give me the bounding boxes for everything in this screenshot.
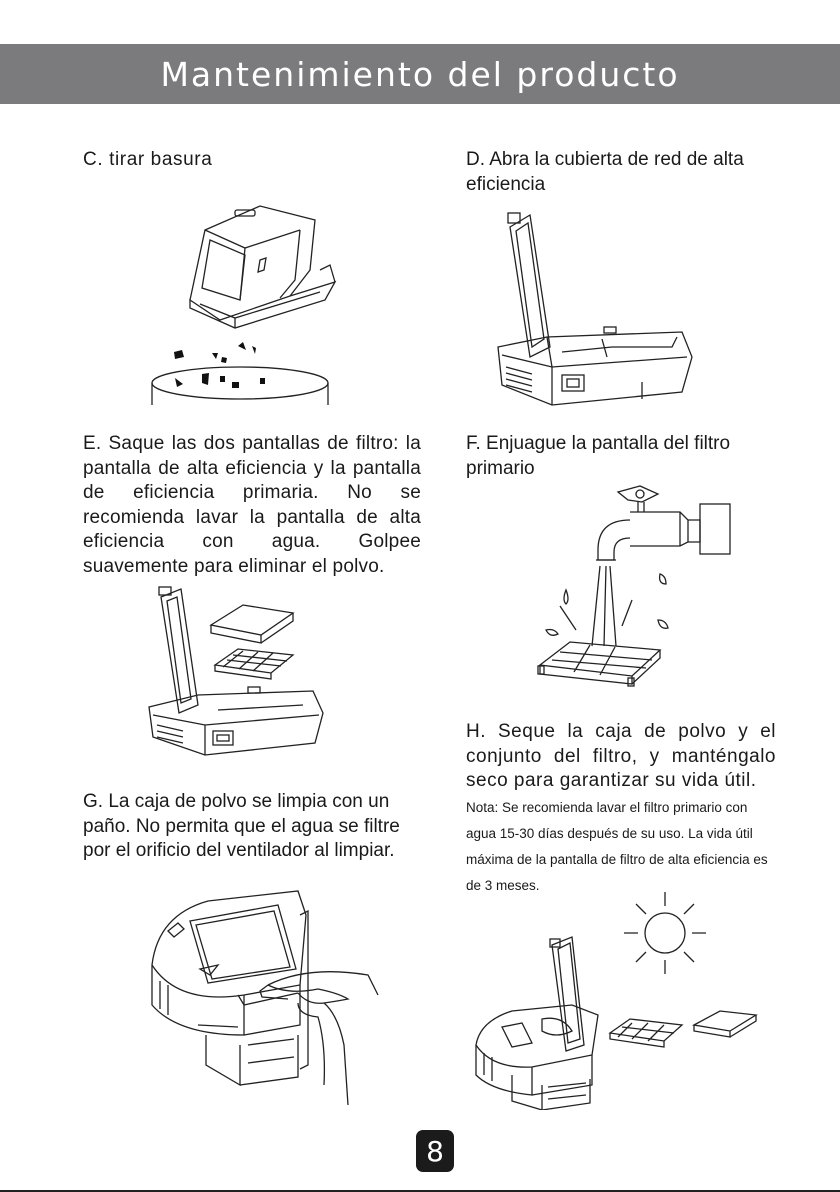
- page-number-badge: 8: [416, 1130, 454, 1172]
- section-e-text: E. Saque las dos pantallas de filtro: la pantalla de alta eficiencia y la pantalla de eficiencia primaria. No se recomienda lavar la pantalla de alta eficiencia con agua. Golpee suavemente para eliminar el polvo.: [83, 433, 421, 577]
- section-c-text: C. tirar basura: [83, 149, 213, 170]
- section-d-text: D. Abra la cubierta de red de alta eficiencia: [466, 149, 744, 195]
- dried-dust-box-illustration: [472, 935, 762, 1110]
- remove-filters-illustration: [143, 585, 333, 760]
- wipe-dust-box-illustration: [148, 885, 383, 1105]
- section-h-text: H. Seque la caja de polvo y el conjunto del filtro, y manténgalo seco para garantizar su vida útil.: [466, 721, 776, 791]
- open-cover-illustration: [492, 207, 707, 412]
- dust-box-empty-illustration: [140, 200, 340, 405]
- rinse-filter-illustration: [530, 480, 740, 695]
- header-band: [0, 44, 840, 104]
- section-h-note: Nota: Se recomienda lavar el filtro primario con agua 15-30 días después de su uso. La vida útil máxima de la pantalla de filtro de alta eficiencia es de 3 meses.: [466, 800, 768, 893]
- water-tap-icon: [538, 486, 730, 686]
- section-f-text: F. Enjuague la pantalla del filtro primario: [466, 433, 731, 479]
- page-title: Mantenimiento del producto: [160, 54, 680, 94]
- section-g-text: G. La caja de polvo se limpia con un paño. No permita que el agua se filtre por el orificio del ventilador al limpiar.: [83, 791, 400, 861]
